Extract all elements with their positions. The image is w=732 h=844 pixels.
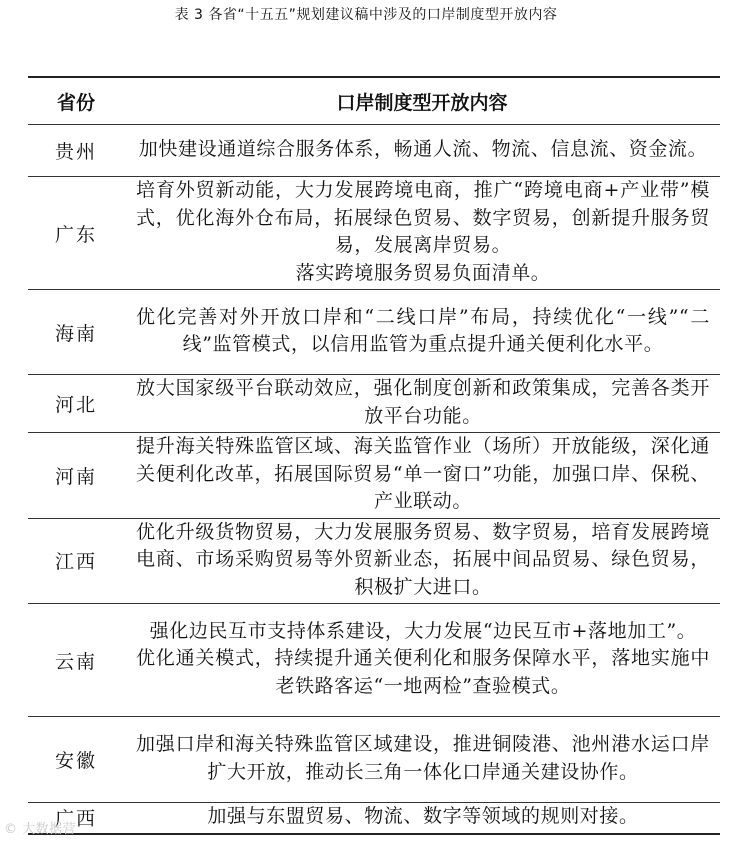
content-paragraph: 加快建设通道综合服务体系，畅通人流、物流、信息流、资金流。 bbox=[138, 137, 708, 160]
watermark: © 大数据营 bbox=[4, 822, 77, 837]
content-paragraph: 加强口岸和海关特殊监管区域建设，推进铜陵港、池州港水运口岸扩大开放，推动长三角一体化口岸通关建设协作。 bbox=[136, 733, 710, 783]
province-cell: 广东 bbox=[28, 177, 124, 290]
province-cell: 河北 bbox=[28, 375, 124, 433]
table-row bbox=[28, 125, 720, 177]
province-cell: 海南 bbox=[28, 290, 124, 375]
table-row bbox=[28, 433, 720, 519]
content-cell bbox=[124, 803, 720, 834]
content-cell bbox=[124, 604, 720, 717]
table-row bbox=[28, 717, 720, 803]
content-paragraph: 优化通关模式，持续提升通关便利化和服务保障水平，落地实施中老铁路客运“一地两检”查验模式。 bbox=[136, 647, 710, 697]
table-row bbox=[28, 375, 720, 433]
content-paragraph: 强化边民互市支持体系建设，大力发展“边民互市+落地加工”。 bbox=[149, 619, 697, 642]
content-paragraph: 落实跨境服务贸易负面清单。 bbox=[295, 261, 551, 284]
content-paragraph: 优化完善对外开放口岸和“二线口岸”布局，持续优化“一线”“二线”监管模式，以信用监管为重点提升通关便利化水平。 bbox=[136, 305, 710, 355]
province-cell: 江西 bbox=[28, 518, 124, 604]
content-cell bbox=[124, 125, 720, 177]
content-paragraph: 加强与东盟贸易、物流、数字等领域的规则对接。 bbox=[207, 805, 639, 827]
table-row bbox=[28, 290, 720, 375]
table-header-row bbox=[28, 77, 720, 125]
table-row bbox=[28, 803, 720, 834]
content-cell bbox=[124, 177, 720, 290]
province-cell: 贵州 bbox=[28, 125, 124, 177]
table-row bbox=[28, 604, 720, 717]
header-content: 口岸制度型开放内容 bbox=[124, 77, 720, 125]
table-row bbox=[28, 518, 720, 604]
policy-table bbox=[28, 76, 720, 835]
content-cell bbox=[124, 290, 720, 375]
content-paragraph: 放大国家级平台联动效应，强化制度创新和政策集成，完善各类开放平台功能。 bbox=[136, 377, 710, 427]
header-province: 省份 bbox=[28, 77, 124, 125]
content-cell bbox=[124, 717, 720, 803]
province-cell: 广西 bbox=[54, 808, 97, 831]
content-cell bbox=[124, 518, 720, 604]
table-caption: 表 3 各省“十五五”规划建议稿中涉及的口岸制度型开放内容 bbox=[174, 7, 558, 23]
content-cell bbox=[124, 375, 720, 433]
table-row bbox=[28, 177, 720, 290]
content-paragraph: 培育外贸新动能，大力发展跨境电商，推广“跨境电商+产业带”模式，优化海外仓布局，拓展绿色贸易、数字贸易，创新提升服务贸易，发展离岸贸易。 bbox=[136, 179, 710, 256]
content-paragraph: 优化升级货物贸易，大力发展服务贸易、数字贸易，培育发展跨境电商、市场采购贸易等外贸新业态，拓展中间品贸易、绿色贸易，积极扩大进口。 bbox=[136, 520, 710, 598]
content-cell bbox=[124, 433, 720, 519]
content-paragraph: 提升海关特殊监管区域、海关监管作业（场所）开放能级，深化通关便利化改革，拓展国际贸易“单一窗口”功能，加强口岸、保税、产业联动。 bbox=[136, 435, 710, 512]
province-cell: 安徽 bbox=[28, 717, 124, 803]
province-cell: 河南 bbox=[28, 433, 124, 519]
province-cell: 云南 bbox=[28, 604, 124, 717]
